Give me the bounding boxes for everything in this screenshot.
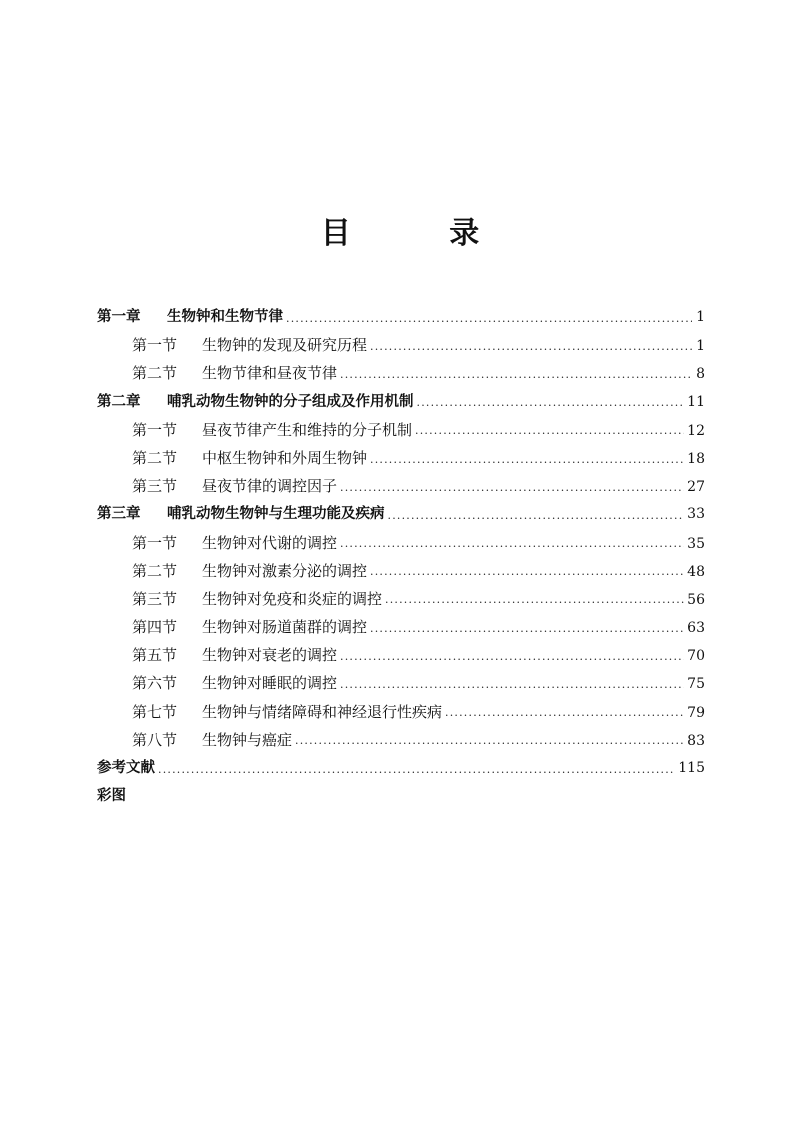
toc-row[interactable] bbox=[97, 416, 705, 444]
dot-leader bbox=[388, 507, 685, 522]
toc-entry-title: 中枢生物钟和外周生物钟 bbox=[202, 448, 368, 467]
toc-row[interactable] bbox=[97, 726, 705, 754]
toc-page-number: 48 bbox=[687, 563, 705, 580]
toc-entry-label: 第三节 bbox=[132, 589, 178, 608]
dot-leader bbox=[286, 310, 692, 325]
toc-page-number: 11 bbox=[687, 393, 705, 410]
toc-entry-title: 生物钟对激素分泌的调控 bbox=[202, 561, 368, 580]
dot-leader bbox=[295, 732, 684, 747]
toc-page-number: 70 bbox=[687, 648, 705, 665]
toc-entry-label: 第一节 bbox=[132, 533, 178, 552]
toc-page-number: 27 bbox=[687, 479, 705, 496]
toc-row[interactable] bbox=[97, 529, 705, 557]
toc-page-number: 12 bbox=[687, 422, 705, 439]
toc-row[interactable] bbox=[97, 303, 705, 331]
toc-page-number: 35 bbox=[687, 535, 705, 552]
toc-page-number: 115 bbox=[678, 760, 705, 776]
dot-leader bbox=[415, 422, 684, 437]
toc-entry-title: 生物钟对睡眠的调控 bbox=[202, 674, 338, 693]
toc-row[interactable] bbox=[97, 613, 705, 641]
toc-page-number: 8 bbox=[696, 366, 705, 383]
toc-entry-title: 生物钟与癌症 bbox=[202, 730, 293, 749]
dot-leader bbox=[385, 591, 684, 606]
toc-row[interactable] bbox=[97, 669, 705, 697]
toc-entry-label: 第三章 bbox=[97, 506, 141, 523]
toc-entry-title: 生物钟对肠道菌群的调控 bbox=[202, 618, 368, 637]
toc-row[interactable] bbox=[97, 557, 705, 585]
toc-entry-title: 生物钟对代谢的调控 bbox=[202, 533, 338, 552]
toc-page-number: 56 bbox=[687, 591, 705, 608]
dot-leader bbox=[340, 479, 684, 494]
toc-row[interactable] bbox=[97, 500, 705, 528]
toc-page-number: 83 bbox=[687, 732, 705, 749]
toc-page-number: 18 bbox=[687, 450, 705, 467]
toc-row[interactable] bbox=[97, 754, 705, 782]
toc-entry-title: 昼夜节律的调控因子 bbox=[202, 477, 338, 496]
dot-leader bbox=[340, 648, 684, 663]
toc-entry-label: 第二节 bbox=[132, 561, 178, 580]
toc-entry-title: 哺乳动物生物钟与生理功能及疾病 bbox=[167, 506, 385, 523]
dot-leader bbox=[158, 761, 675, 776]
toc-entry-label: 第七节 bbox=[132, 702, 178, 721]
toc-entry-label: 第三节 bbox=[132, 477, 178, 496]
dot-leader bbox=[340, 366, 692, 381]
toc-row[interactable] bbox=[97, 472, 705, 500]
toc-row[interactable] bbox=[97, 698, 705, 726]
toc-entry-title: 生物钟对免疫和炎症的调控 bbox=[202, 589, 383, 608]
toc-row[interactable] bbox=[97, 641, 705, 669]
toc-entry-label: 第四节 bbox=[132, 618, 178, 637]
toc-entry-title: 彩图 bbox=[97, 788, 126, 805]
toc-entry-label: 第一节 bbox=[132, 420, 178, 439]
toc-entry-label: 第二节 bbox=[132, 448, 178, 467]
dot-leader bbox=[370, 563, 684, 578]
toc-page-number: 33 bbox=[687, 506, 705, 523]
toc-entry-label: 第五节 bbox=[132, 646, 178, 665]
toc-entry-label: 第一节 bbox=[132, 336, 178, 355]
page-title: 目 录 bbox=[320, 216, 524, 251]
dot-leader bbox=[340, 676, 684, 691]
toc-entry-label: 第六节 bbox=[132, 674, 178, 693]
toc-entry-title: 昼夜节律产生和维持的分子机制 bbox=[202, 420, 413, 439]
toc-entry-label: 第八节 bbox=[132, 730, 178, 749]
toc-entry-label: 第二章 bbox=[97, 393, 141, 410]
toc-page-number: 75 bbox=[687, 676, 705, 693]
toc-entry-title: 哺乳动物生物钟的分子组成及作用机制 bbox=[167, 393, 414, 410]
toc-entry-title: 生物钟与情绪障碍和神经退行性疾病 bbox=[202, 702, 443, 721]
toc-row[interactable] bbox=[97, 782, 705, 810]
toc-page-number: 79 bbox=[687, 704, 705, 721]
toc-entry-title: 生物钟和生物节律 bbox=[167, 309, 283, 325]
toc-entry-title: 生物钟的发现及研究历程 bbox=[202, 336, 368, 355]
toc-row[interactable] bbox=[97, 585, 705, 613]
toc-entry-label: 第一章 bbox=[97, 309, 141, 325]
dot-leader bbox=[370, 338, 692, 353]
toc-row[interactable] bbox=[97, 331, 705, 359]
dot-leader bbox=[370, 451, 684, 466]
toc-entry-label: 第二节 bbox=[132, 364, 178, 383]
toc-page-number: 63 bbox=[687, 620, 705, 637]
toc-entry-title: 参考文献 bbox=[97, 760, 155, 776]
dot-leader bbox=[445, 704, 684, 719]
toc-row[interactable] bbox=[97, 444, 705, 472]
toc-row[interactable] bbox=[97, 388, 705, 416]
toc-row[interactable] bbox=[97, 359, 705, 387]
dot-leader bbox=[340, 535, 684, 550]
toc-page-number: 1 bbox=[696, 309, 705, 325]
toc-entry-title: 生物钟对衰老的调控 bbox=[202, 646, 338, 665]
toc-entry-title: 生物节律和昼夜节律 bbox=[202, 364, 338, 383]
toc-page-number: 1 bbox=[696, 338, 705, 355]
table-of-contents bbox=[97, 303, 705, 810]
dot-leader bbox=[370, 620, 684, 635]
dot-leader bbox=[417, 394, 685, 409]
